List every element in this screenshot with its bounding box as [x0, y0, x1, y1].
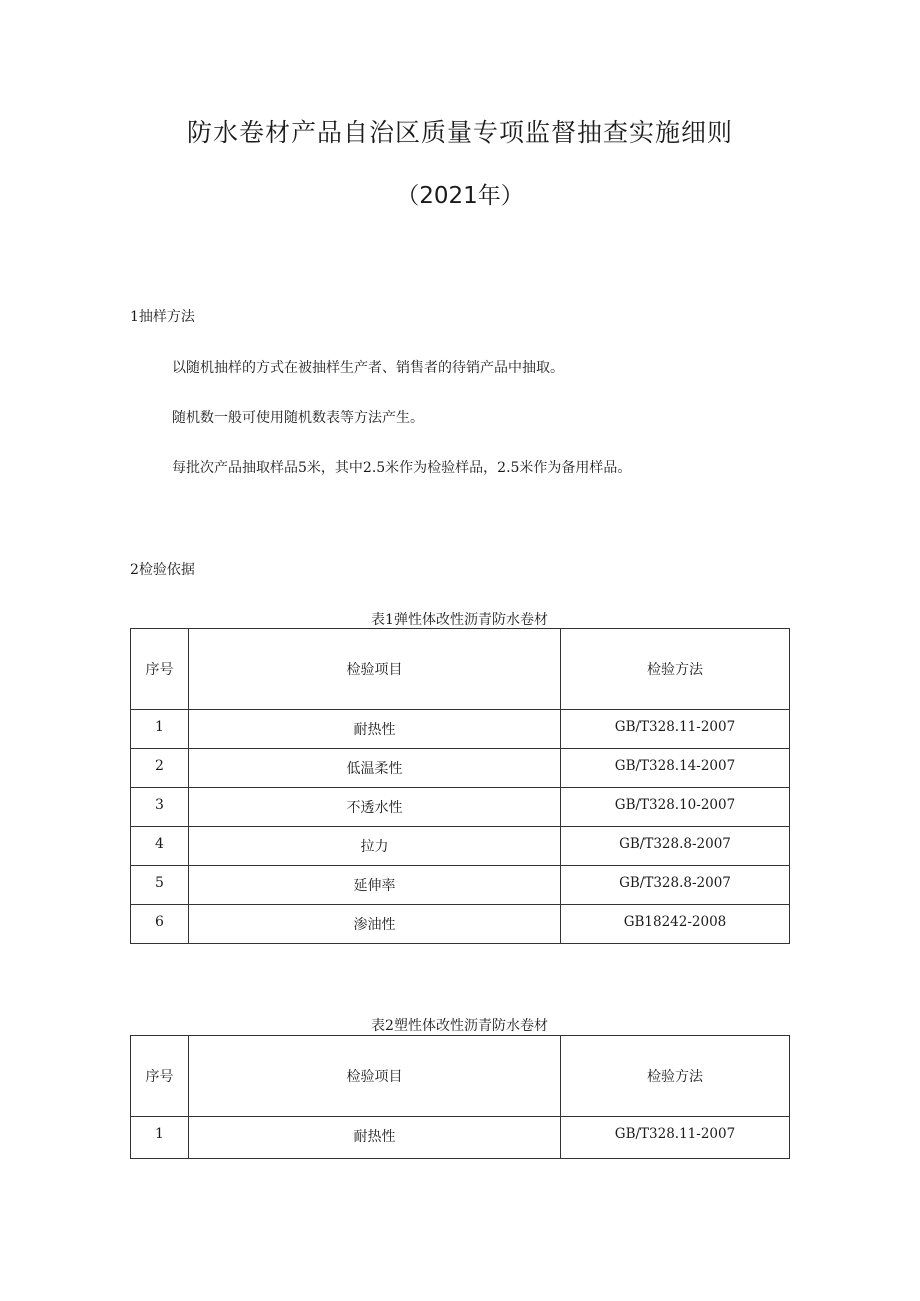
cell-method: GB/T328.8-2007: [561, 866, 790, 905]
header-cell-index: 序号: [131, 629, 189, 710]
section-1-paragraph: 以随机抽样的方式在被抽样生产者、销售者的待销产品中抽取。: [172, 360, 564, 376]
section-2-heading: 2检验依据: [130, 562, 195, 578]
section-1-heading: 1抽样方法: [130, 309, 195, 325]
table-row: [131, 788, 790, 827]
cell-method: GB/T328.8-2007: [561, 827, 790, 866]
cell-index: 1: [131, 1117, 189, 1159]
cell-item: 延伸率: [189, 866, 561, 905]
header-cell-method: 检验方法: [561, 1036, 790, 1117]
cell-index: 5: [131, 866, 189, 905]
cell-item: 不透水性: [189, 788, 561, 827]
table-2-caption: 表2塑性体改性沥青防水卷材: [371, 1018, 548, 1034]
cell-index: 1: [131, 710, 189, 749]
cell-item: 渗油性: [189, 905, 561, 944]
header-cell-method: 检验方法: [561, 629, 790, 710]
table-header-row: [131, 629, 790, 710]
header-cell-index: 序号: [131, 1036, 189, 1117]
table-row: [131, 749, 790, 788]
table-row: [131, 866, 790, 905]
cell-method: GB/T328.10-2007: [561, 788, 790, 827]
table-row: [131, 1117, 790, 1159]
document-subtitle: （2021年）: [396, 183, 524, 209]
table-row: [131, 710, 790, 749]
table-row: [131, 827, 790, 866]
cell-item: 耐热性: [189, 710, 561, 749]
section-1-paragraph: 每批次产品抽取样品5米，其中2.5米作为检验样品，2.5米作为备用样品。: [172, 460, 632, 476]
table-row: [131, 905, 790, 944]
document-title: 防水卷材产品自治区质量专项监督抽查实施细则: [186, 118, 733, 147]
cell-item: 拉力: [189, 827, 561, 866]
cell-index: 4: [131, 827, 189, 866]
cell-method: GB/T328.11-2007: [561, 710, 790, 749]
cell-method: GB/T328.14-2007: [561, 749, 790, 788]
cell-index: 6: [131, 905, 189, 944]
header-cell-item: 检验项目: [189, 1036, 561, 1117]
table-2: [130, 1035, 790, 1159]
cell-item: 耐热性: [189, 1117, 561, 1159]
cell-index: 3: [131, 788, 189, 827]
cell-method: GB/T328.11-2007: [561, 1117, 790, 1159]
table-header-row: [131, 1036, 790, 1117]
table-1: [130, 628, 790, 944]
header-cell-item: 检验项目: [189, 629, 561, 710]
cell-item: 低温柔性: [189, 749, 561, 788]
table-1-caption: 表1弹性体改性沥青防水卷材: [371, 612, 548, 628]
cell-index: 2: [131, 749, 189, 788]
cell-method: GB18242-2008: [561, 905, 790, 944]
section-1-paragraph: 随机数一般可使用随机数表等方法产生。: [172, 410, 424, 426]
